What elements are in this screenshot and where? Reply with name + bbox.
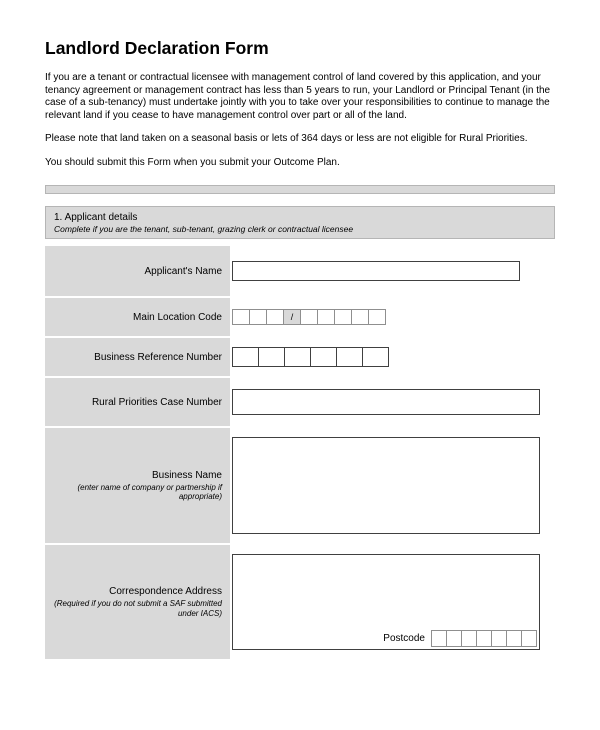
business-name-content xyxy=(230,428,555,543)
correspondence-address-label-cell xyxy=(45,545,230,659)
postcode-cell[interactable] xyxy=(431,630,447,647)
business-name-note: (enter name of company or partnership if appropriate) xyxy=(77,482,222,501)
business-reference-cell[interactable] xyxy=(232,347,259,367)
intro-paragraph-3: You should submit this Form when you submit your Outcome Plan. xyxy=(45,156,340,168)
rural-priorities-case-number-content xyxy=(230,378,555,426)
business-reference-cell[interactable] xyxy=(362,347,389,367)
section-subtitle: Complete if you are the tenant, sub-tenant, grazing clerk or contractual licensee xyxy=(54,224,354,234)
business-name-label-cell xyxy=(45,428,230,543)
business-name-label: Business Name xyxy=(151,469,222,481)
postcode-label: Postcode xyxy=(383,633,425,644)
postcode-cell[interactable] xyxy=(476,630,492,647)
applicant-name-label: Applicant's Name xyxy=(144,265,222,277)
postcode-cell[interactable] xyxy=(521,630,537,647)
rural-priorities-case-number-label: Rural Priorities Case Number xyxy=(91,396,222,408)
postcode-row xyxy=(383,630,537,647)
page-title: Landlord Declaration Form xyxy=(45,38,269,58)
business-reference-number-content xyxy=(230,338,555,376)
business-reference-number-label: Business Reference Number xyxy=(94,351,222,363)
main-location-code-label-cell xyxy=(45,298,230,336)
location-code-cell[interactable] xyxy=(317,309,335,325)
applicant-name-content xyxy=(230,246,555,296)
business-reference-cell[interactable] xyxy=(336,347,363,367)
applicant-name-label-cell xyxy=(45,246,230,296)
intro-paragraph-1: If you are a tenant or contractual licensee with management control of land covered by this application, and your tenancy agreement or management contract has less than 5 years to run, your Landlord or Principal Tenant (in the case of a sub-tenancy) must undertake jointly with you to take over your responsibilities to continue to manage the relevant land if you cease to have management control over part or all of the land. xyxy=(45,72,551,121)
postcode-cell[interactable] xyxy=(491,630,507,647)
postcode-cell[interactable] xyxy=(506,630,522,647)
business-reference-cell[interactable] xyxy=(284,347,311,367)
correspondence-address-row xyxy=(45,545,555,659)
section-divider-bar xyxy=(45,185,555,194)
business-name-row xyxy=(45,428,555,543)
correspondence-address-input[interactable] xyxy=(232,554,540,650)
correspondence-address-label: Correspondence Address xyxy=(109,586,222,597)
main-location-code-label: Main Location Code xyxy=(133,311,222,323)
location-code-cell[interactable] xyxy=(300,309,318,325)
business-reference-number-input xyxy=(232,347,389,367)
correspondence-address-content xyxy=(230,545,555,659)
location-code-cell[interactable] xyxy=(249,309,267,325)
business-reference-number-label-cell xyxy=(45,338,230,376)
location-code-cell[interactable] xyxy=(351,309,369,325)
applicant-name-row xyxy=(45,246,555,296)
business-name-input[interactable] xyxy=(232,437,540,534)
main-location-code-content xyxy=(230,298,555,336)
postcode-cell[interactable] xyxy=(446,630,462,647)
applicant-name-input[interactable] xyxy=(232,261,520,281)
rural-priorities-case-number-input[interactable] xyxy=(232,389,540,415)
applicant-details-table xyxy=(45,246,555,659)
rural-priorities-case-number-label-cell xyxy=(45,378,230,426)
location-code-cell[interactable] xyxy=(232,309,250,325)
location-code-cell[interactable] xyxy=(368,309,386,325)
correspondence-address-note: (Required if you do not submit a SAF submitted under IACS) xyxy=(54,599,222,618)
business-reference-cell[interactable] xyxy=(258,347,285,367)
postcode-input xyxy=(431,630,537,647)
business-reference-number-row xyxy=(45,338,555,376)
business-reference-cell[interactable] xyxy=(310,347,337,367)
location-code-cell[interactable] xyxy=(334,309,352,325)
main-location-code-input xyxy=(232,309,386,325)
postcode-cell[interactable] xyxy=(461,630,477,647)
rural-priorities-case-number-row xyxy=(45,378,555,426)
section-header xyxy=(45,206,555,239)
section-title: 1. Applicant details xyxy=(54,212,138,223)
location-code-separator: / xyxy=(283,309,301,325)
intro-paragraph-2: Please note that land taken on a seasonal basis or lets of 364 days or less are not eligible for Rural Priorities. xyxy=(45,133,528,144)
main-location-code-row xyxy=(45,298,555,336)
location-code-cell[interactable] xyxy=(266,309,284,325)
